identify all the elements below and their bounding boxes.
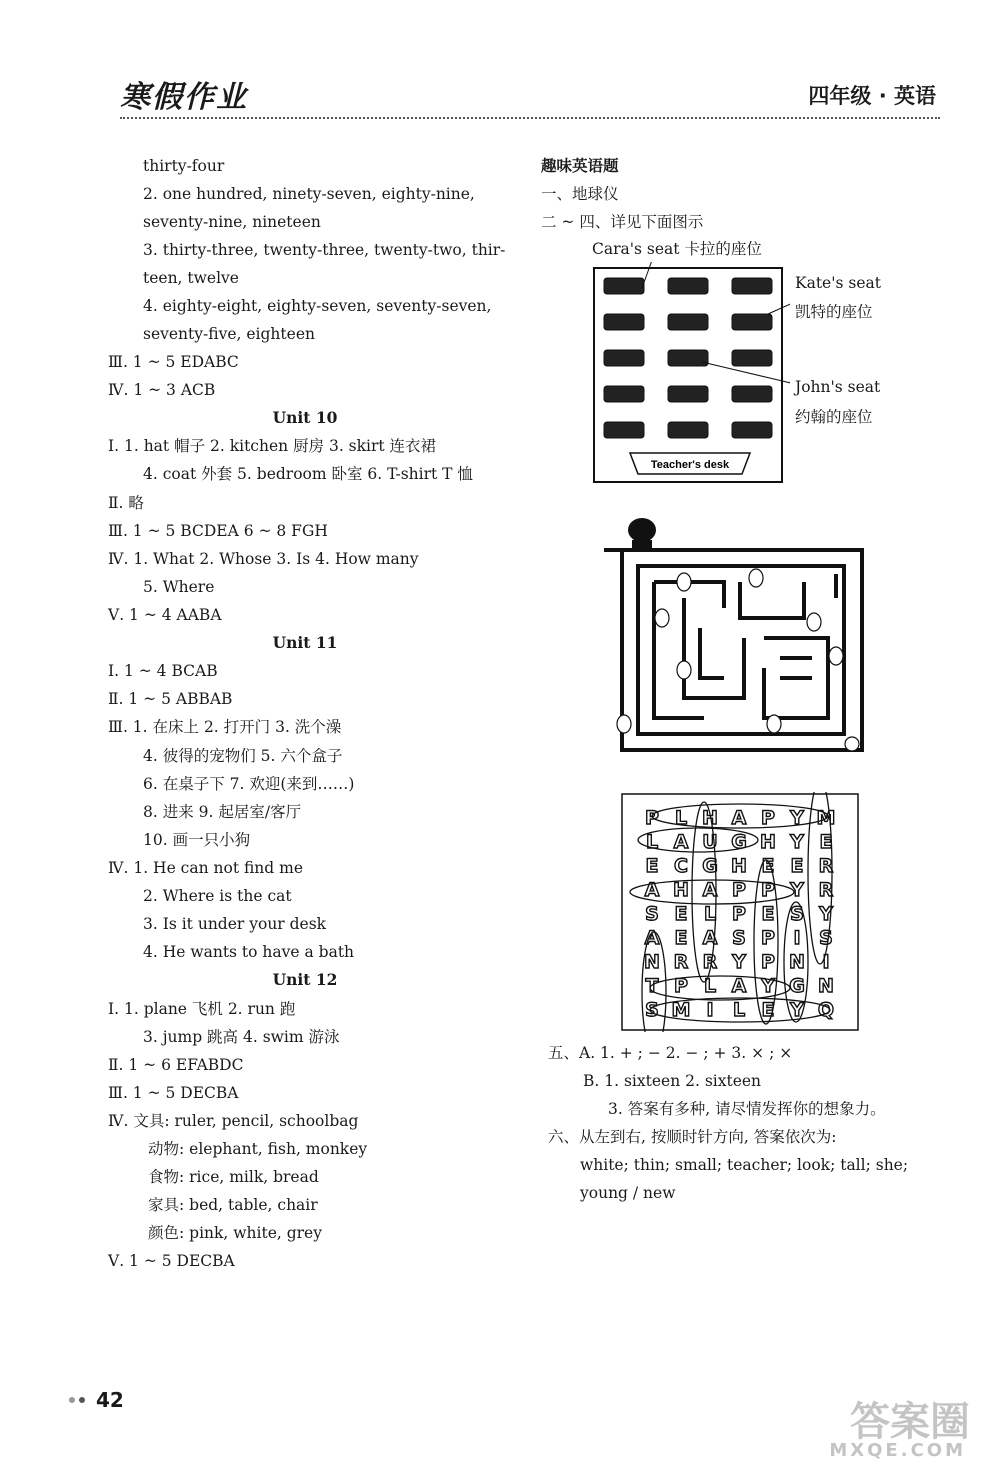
header-divider [120,117,940,119]
student-desk [604,386,644,402]
answer-line: 4. 彼得的宠物们 5. 六个盒子 [143,747,343,765]
grid-letter: Y [790,879,804,901]
grid-letter: P [674,975,688,997]
student-desk [732,350,772,366]
grid-letter: S [645,903,659,925]
grid-letter: A [702,927,718,949]
student-desk [732,422,772,438]
john-seat-label-cn: 约翰的座位 [795,408,873,426]
grid-letter: P [732,903,746,925]
grid-letter: S [645,999,659,1021]
grid-letter: A [644,927,660,949]
grid-letter: A [644,879,660,901]
grid-letter: H [702,807,718,829]
answer-line: 食物: rice, milk, bread [148,1168,319,1186]
answer-line: 颜色: pink, white, grey [148,1224,322,1242]
answer-line: Ⅰ. 1. plane 飞机 2. run 跑 [108,1000,296,1018]
grid-letter: P [761,879,775,901]
student-desk [604,314,644,330]
grid-letter: E [819,831,833,853]
grid-letter: Q [817,999,835,1021]
student-desk [668,278,708,294]
john-seat-label-en: John's seat [795,378,881,396]
grid-letter: G [789,975,805,997]
grid-letter: Y [761,975,775,997]
grid-letter: P [761,951,775,973]
grid-letter: L [645,831,659,853]
grid-letter: C [674,855,688,877]
answer-line: Ⅱ. 1 ~ 6 EFABDC [108,1056,244,1074]
grid-letter: L [703,975,717,997]
grid-letter: S [819,927,833,949]
grid-letter: R [673,951,689,973]
grid-letter: S [732,927,746,949]
grid-letter: E [674,927,688,949]
grid-letter: Y [790,831,804,853]
teacher-desk-label: Teacher's desk [650,459,730,471]
grid-letter: M [816,807,836,829]
answer-line: young / new [580,1184,676,1202]
answer-line: 2. Where is the cat [143,887,292,905]
grid-letter: I [793,927,801,949]
grid-letter: P [732,879,746,901]
grid-letter: P [761,927,775,949]
answer-line: Ⅰ. 1. hat 帽子 2. kitchen 厨房 3. skirt 连衣裙 [108,437,437,455]
student-desk [732,386,772,402]
grid-letter: E [761,903,775,925]
unit-heading: Unit 10 [272,408,338,427]
student-desk [668,314,708,330]
kate-seat-label-en: Kate's seat [795,274,881,292]
answer-line: 10. 画一只小狗 [143,831,251,849]
answer-line: Ⅳ. 文具: ruler, pencil, schoolbag [108,1112,359,1130]
grid-letter: Y [732,951,746,973]
answer-line: 3. thirty-three, twenty-three, twenty-two, thir- [143,241,506,259]
unit-heading: Unit 12 [272,970,338,989]
grid-letter: H [731,855,747,877]
answer-line: 动物: elephant, fish, monkey [148,1140,368,1158]
answer-line: Ⅳ. 1. He can not find me [108,859,304,877]
section-heading: 趣味英语题 [541,156,619,175]
word-search-puzzle [620,792,860,1032]
answer-line: Ⅴ. 1 ~ 4 AABA [108,606,222,624]
answer-line: Ⅱ. 1 ~ 5 ABBAB [108,690,233,708]
grid-letter: A [731,975,747,997]
answer-line: 2. one hundred, ninety-seven, eighty-nine, [143,185,475,203]
kate-seat-label-cn: 凯特的座位 [795,303,873,321]
page-number-dots-icon [68,1396,90,1404]
grid-letter: T [645,975,659,997]
answer-line: 五、A. 1. + ; − 2. − ; + 3. × ; × [548,1044,793,1062]
answer-line: Ⅲ. 1 ~ 5 EDABC [108,353,239,371]
answer-line: Ⅲ. 1 ~ 5 DECBA [108,1084,239,1102]
student-desk [604,422,644,438]
grid-letter: Y [790,999,804,1021]
grid-letter: R [818,855,834,877]
watermark-url: MXQE.COM [829,1440,966,1461]
watermark-logo: 答案圈 [850,1399,970,1445]
answer-line: white; thin; small; teacher; look; tall; she; [580,1156,909,1174]
grid-letter: G [702,855,718,877]
answer-line: 6. 在桌子下 7. 欢迎(来到……) [143,775,355,793]
grid-letter: A [673,831,689,853]
answer-line: Ⅲ. 1. 在床上 2. 打开门 3. 洗个澡 [108,718,342,736]
answer-line: 4. coat 外套 5. bedroom 卧室 6. T-shirt T 恤 [143,465,473,483]
answer-line: 4. He wants to have a bath [143,943,355,961]
grid-letter: Y [790,807,804,829]
answer-line: 5. Where [143,578,215,596]
grid-letter: N [818,975,834,997]
grid-letter: N [789,951,805,973]
grid-letter: E [645,855,659,877]
answer-line: 3. Is it under your desk [143,915,327,933]
grid-letter: M [671,999,691,1021]
grid-letter: N [644,951,660,973]
answer-line: 一、地球仪 [541,185,619,203]
grid-letter: H [673,879,689,901]
answer-line: 二 ~ 四、详见下面图示 [541,213,704,231]
grid-letter: H [760,831,776,853]
grid-letter: S [790,903,804,925]
unit-heading: Unit 11 [272,633,338,652]
grid-letter: Y [819,903,833,925]
student-desk [668,422,708,438]
answer-line: B. 1. sixteen 2. sixteen [583,1072,762,1090]
grid-letter: L [703,903,717,925]
answer-line: seventy-nine, nineteen [143,213,321,231]
answer-line: 家具: bed, table, chair [148,1196,318,1214]
grid-letter: G [731,831,747,853]
grid-letter: R [818,879,834,901]
grid-letter: I [706,999,714,1021]
answer-line: Ⅱ. 略 [108,494,144,512]
grid-letter: L [732,999,746,1021]
grid-letter: U [702,831,718,853]
cara-seat-label: Cara's seat 卡拉的座位 [592,240,762,258]
student-desk [604,278,644,294]
maze-diagram [604,518,866,758]
answer-line: 4. eighty-eight, eighty-seven, seventy-seven, [143,297,492,315]
student-desk [668,386,708,402]
grade-subject: 四年级 · 英语 [808,84,936,108]
answer-line: 六、从左到右, 按顺时针方向, 答案依次为: [548,1128,837,1146]
grid-letter: P [761,807,775,829]
answer-line: 8. 进来 9. 起居室/客厅 [143,803,302,821]
answer-line: thirty-four [143,157,225,175]
student-desk [732,278,772,294]
answer-line: Ⅰ. 1 ~ 4 BCAB [108,662,218,680]
answer-line: Ⅳ. 1. What 2. Whose 3. Is 4. How many [108,550,419,568]
answer-line: seventy-five, eighteen [143,325,315,343]
grid-letter: L [674,807,688,829]
grid-letter: E [674,903,688,925]
answer-line: teen, twelve [143,269,239,287]
grid-letter: R [702,951,718,973]
grid-letter: A [731,807,747,829]
grid-letter: E [790,855,804,877]
answer-line: 3. jump 跳高 4. swim 游泳 [143,1028,340,1046]
answer-line: Ⅴ. 1 ~ 5 DECBA [108,1252,235,1270]
book-title-logo: 寒假作业 [120,80,248,115]
answer-line: Ⅳ. 1 ~ 3 ACB [108,381,216,399]
classroom-seat-diagram [590,262,790,488]
answer-line: 3. 答案有多种, 请尽情发挥你的想象力。 [608,1100,886,1118]
grid-letter: E [761,999,775,1021]
grid-letter: P [645,807,659,829]
answer-line: Ⅲ. 1 ~ 5 BCDEA 6 ~ 8 FGH [108,522,328,540]
page-number: 42 [96,1388,124,1412]
student-desk [604,350,644,366]
grid-letter: E [761,855,775,877]
student-desk [732,314,772,330]
grid-letter: I [822,951,830,973]
grid-letter: A [702,879,718,901]
student-desk [668,350,708,366]
